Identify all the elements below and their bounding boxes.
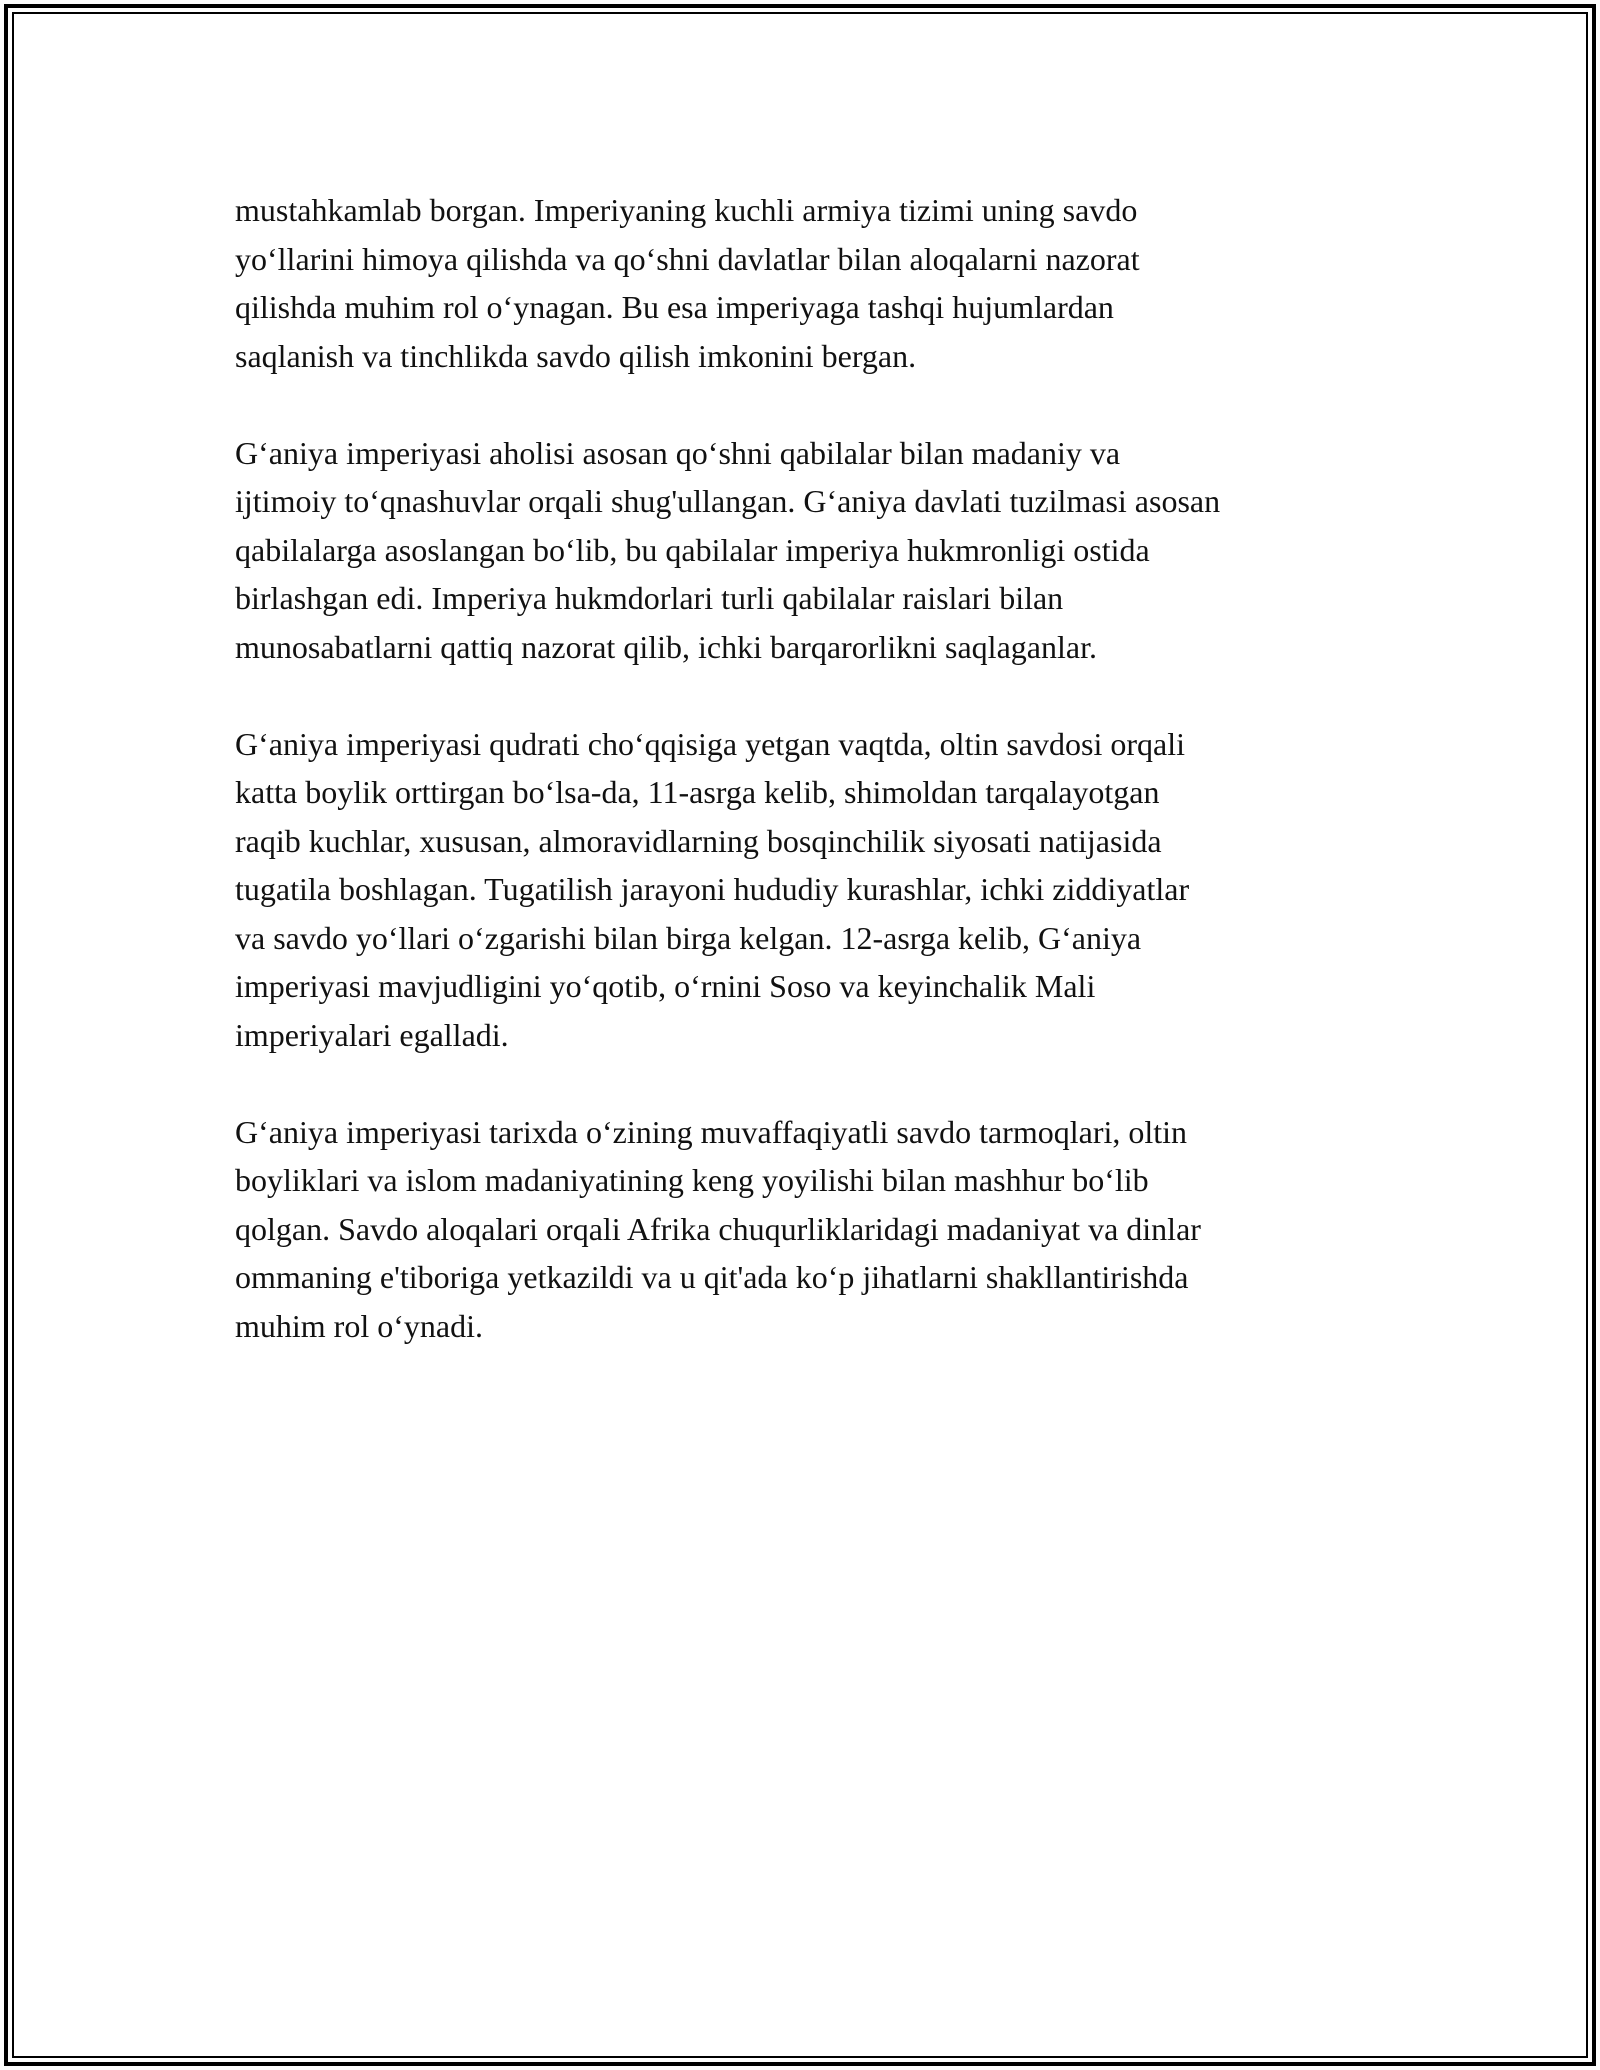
paragraph-2: G‘aniya imperiyasi aholisi asosan qo‘shni qabilalar bilan madaniy va ijtimoiy to‘qnashuvlar orqali shug'ullangan. G‘aniya davlati tuzilmasi asosan qabilalarga asoslangan bo‘lib, bu qabilalar imperiya hukmronligi ostida birlashgan edi. Imperiya hukmdorlari turli qabilalar raislari bilan munosabatlarni qattiq nazorat qilib, ichki barqarorlikni saqlaganlar. bbox=[235, 434, 1221, 665]
paragraph-3: G‘aniya imperiyasi qudrati cho‘qqisiga yetgan vaqtda, oltin savdosi orqali katta boylik orttirgan bo‘lsa-da, 11-asrga kelib, shimoldan tarqalayotgan raqib kuchlar, xususan, almoravidlarning bosqinchilik siyosati natijasida tugatila boshlagan. Tugatilish jarayoni hududiy kurashlar, ichki ziddiyatlar va savdo yo‘llari o‘zgarishi bilan birga kelgan. 12-asrga kelib, G‘aniya imperiyasi mavjudligini yo‘qotib, o‘rnini Soso va keyinchalik Mali imperiyalari egalladi. bbox=[235, 725, 1190, 1053]
paragraph-1: mustahkamlab borgan. Imperiyaning kuchli armiya tizimi uning savdo yo‘llarini himoya qilishda va qo‘shni davlatlar bilan aloqalarni nazorat qilishda muhim rol o‘ynagan. Bu esa imperiyaga tashqi hujumlardan saqlanish va tinchlikda savdo qilish imkonini bergan. bbox=[235, 192, 1140, 374]
paragraph-4: G‘aniya imperiyasi tarixda o‘zining muvaffaqiyatli savdo tarmoqlari, oltin boyliklari va islom madaniyatining keng yoyilishi bilan mashhur bo‘lib qolgan. Savdo aloqalari orqali Afrika chuqurliklaridagi madaniyat va dinlar ommaning e'tiboriga yetkazildi va u qit'ada ko‘p jihatlarni shakllantirishda muhim rol o‘ynadi. bbox=[235, 1113, 1201, 1344]
document-body bbox=[235, 186, 1375, 1399]
